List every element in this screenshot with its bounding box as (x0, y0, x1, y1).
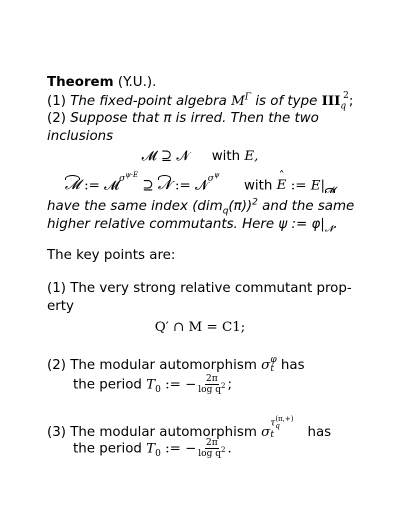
tau-sup: (π,+) (275, 415, 294, 423)
inclusion-formula-1 (0, 149, 400, 164)
sigma: σ (261, 425, 271, 440)
has-text: has (307, 425, 332, 440)
fraction (197, 374, 226, 395)
t-symbol: T (146, 441, 156, 457)
type-subscript: q (340, 101, 347, 112)
theorem-part-2 (47, 110, 319, 128)
part-text: Suppose that π is irred. Then the two (70, 111, 319, 126)
type-superscript: 2 (343, 90, 349, 101)
type-symbol: III (321, 93, 341, 109)
keypoint-3-line-2 (73, 438, 232, 459)
semicolon: ; (348, 94, 354, 109)
theorem-part-2-cont: inclusions (47, 129, 114, 144)
theorem-heading (47, 74, 156, 92)
t-sub: 0 (155, 449, 161, 460)
m-gamma: $M^\Gamma$ (231, 92, 252, 109)
higher-line (47, 216, 338, 234)
t-sub: 0 (155, 385, 161, 396)
expectation: E, (244, 149, 259, 164)
sigma-sub: t (270, 364, 274, 374)
inclusion: 𝓜 ⊇ 𝓝 (141, 149, 190, 164)
fraction (197, 438, 226, 459)
def-symbol: := − (160, 441, 197, 457)
fraction-den: log q (198, 385, 221, 395)
keypoint-text: (2) The modular automorphism (47, 358, 262, 373)
with-text: with (211, 149, 245, 164)
part-text: The fixed-point algebra (70, 94, 232, 109)
higher-text: higher relative commutants. Here ψ := φ| (47, 217, 325, 232)
theorem-title: Theorem (47, 75, 114, 90)
keypoints-intro: The key points are: (47, 248, 176, 263)
theorem-part-1 (47, 92, 353, 111)
tau: τ (270, 418, 276, 429)
period-text: the period (73, 377, 147, 393)
keypoint-1-line-1: (1) The very strong relative commutant prop- (47, 281, 352, 296)
e-hat: ˆ E (277, 178, 287, 193)
semicolon: ; (227, 377, 232, 393)
fraction-den: log q (198, 449, 221, 459)
same-index-text: have the same index (dim (47, 199, 223, 214)
part-number: (2) (47, 111, 71, 126)
n-hat: 𝓝 (157, 178, 171, 194)
sigma: σ (261, 358, 271, 373)
theorem-attribution: (Y.U.). (113, 75, 157, 90)
period: . (227, 441, 232, 457)
same-index-line (47, 198, 354, 216)
period: . (333, 217, 338, 232)
m-hat: 𝓜 (64, 178, 80, 194)
def-symbol: := − (160, 377, 197, 393)
t-symbol: T (146, 377, 156, 393)
keypoint-text: (3) The modular automorphism (47, 425, 262, 440)
fraction-num: 2π (206, 374, 218, 384)
n-subscript: 𝓝 (324, 224, 334, 235)
tau-sub: q (275, 422, 280, 430)
keypoint-1-line-2: erty (47, 299, 74, 314)
pi-text: (π)) (228, 199, 253, 214)
square-sup: 2 (252, 197, 258, 208)
fraction-num: 2π (206, 438, 218, 448)
q-subscript: q (222, 206, 229, 217)
keypoint-2-line-2 (73, 374, 232, 395)
fraction-den-sup: 2 (220, 446, 226, 454)
part-number: (1) (47, 94, 71, 109)
has-text: has (276, 358, 305, 373)
inclusion-formula-2: 𝓜 := 𝓜$^{\sigma^{\psi\cdot E}}$ ⊇ 𝓝 := 𝓝$^{\sigma^\psi}$ with ˆ E := $E|_𝓜$ (0, 178, 400, 193)
same-text: and the same (257, 199, 355, 214)
period-text: the period (73, 441, 147, 457)
fraction-den-sup: 2 (220, 382, 226, 390)
part-text-end: is of type (251, 94, 322, 109)
keypoint-1-formula: Q′ ∩ M = C1; (154, 320, 246, 335)
sigma-sub: t (270, 430, 274, 440)
keypoint-2-line-1 (47, 356, 305, 375)
sigma-sup: φ (270, 355, 277, 365)
